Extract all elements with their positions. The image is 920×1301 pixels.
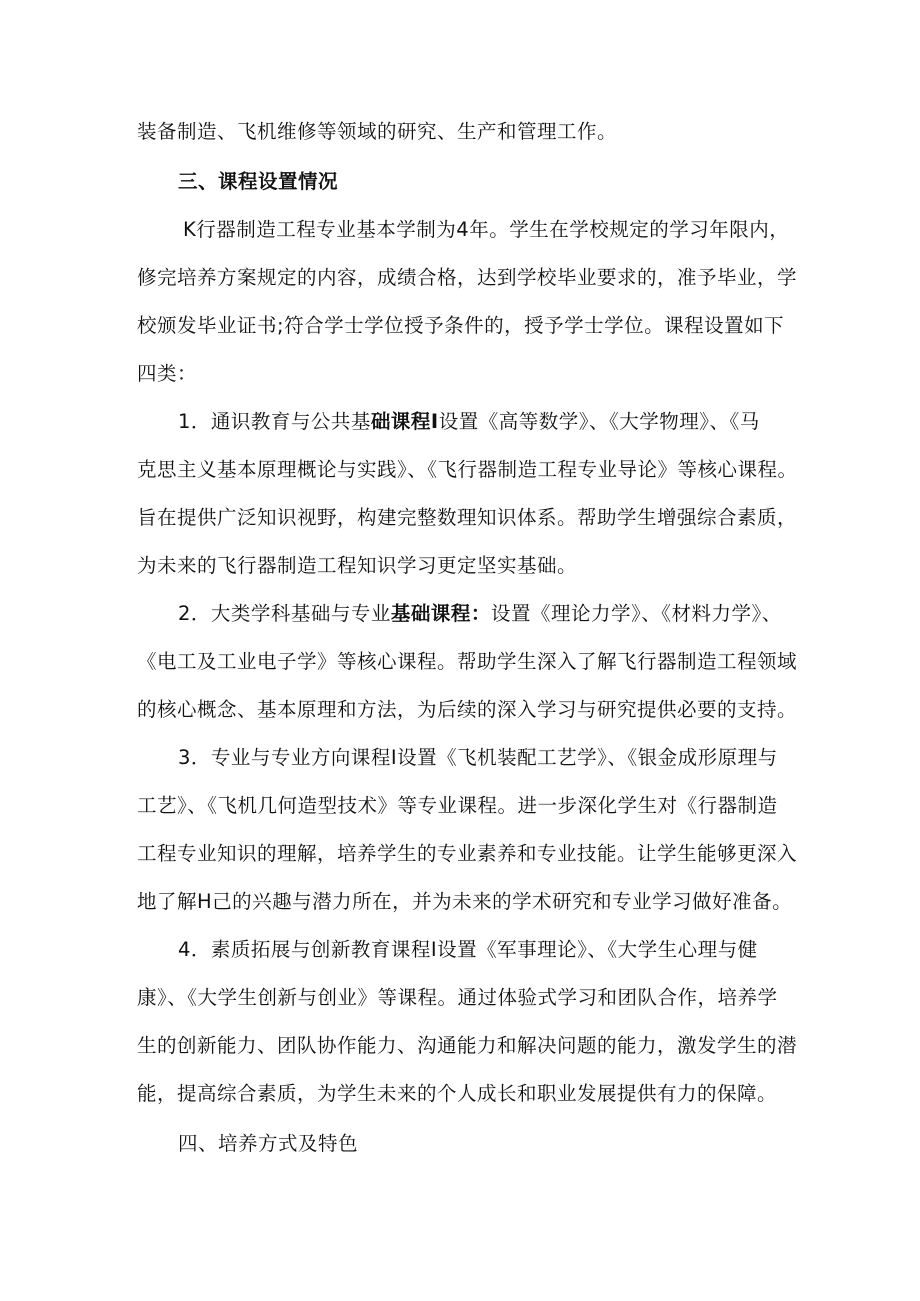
paragraph-line: 校颁发毕业证书;符合学士学位授予条件的，授予学士学位。课程设置如下 xyxy=(137,314,785,337)
section-heading-4: 四、培养方式及特色 xyxy=(178,1132,359,1155)
paragraph-line: 《电工及工业电子学》等核心课程。帮助学生深入了解飞行器制造工程领域 xyxy=(137,650,798,673)
paragraph-line: 地了解H己的兴趣与潜力所在，并为未来的学术研究和专业学习做好准备。 xyxy=(137,890,793,913)
list-item-4-line: 4．素质拓展与创新教育课程I设置《军事理论》、《大学生心理与健 xyxy=(178,938,758,961)
paragraph-line: 为未来的飞行器制造工程知识学习更定坚实基础。 xyxy=(137,554,578,577)
paragraph-line: K行器制造工程专业基本学制为4年。学生在学校规定的学习年限内， xyxy=(183,218,790,241)
list-item-2-text: 2．大类学科基础与专业 xyxy=(178,602,391,625)
list-item-2-text: 设置《理论力学》、《材料力学》、 xyxy=(490,602,782,625)
paragraph-line: 工艺》、《飞机几何造型技术》等专业课程。进一步深化学生对《行器制造 xyxy=(137,794,778,817)
list-item-2-bold: 基础课程： xyxy=(390,602,491,625)
paragraph-line: 能，提高综合素质，为学生未来的个人成长和职业发展提供有力的保障。 xyxy=(137,1082,778,1105)
section-heading-3: 三、课程设置情况 xyxy=(178,170,339,193)
list-item-1-text: 1．通识教育与公共基 xyxy=(178,410,371,433)
paragraph-line: 克思主义基本原理概论与实践》、《飞行器制造工程专业导论》等核心课程。 xyxy=(137,458,798,481)
list-item-2-line xyxy=(178,602,782,626)
paragraph-line: 四类： xyxy=(137,362,198,385)
list-item-3-line: 3．专业与专业方向课程I设置《飞机装配工艺学》、《银金成形原理与 xyxy=(178,746,778,769)
paragraph-line: 的核心概念、基本原理和方法，为后续的深入学习与研究提供必要的支持。 xyxy=(137,698,798,721)
paragraph-line: 工程专业知识的理解，培养学生的专业素养和专业技能。让学生能够更深入 xyxy=(137,842,798,865)
paragraph-line: 装备制造、飞机维修等领域的研究、生产和管理工作。 xyxy=(137,120,618,143)
list-item-1-line xyxy=(178,410,760,434)
list-item-1-bold: 础课程I xyxy=(370,410,439,433)
list-item-1-text: 设置《高等数学》、《大学物理》、《马 xyxy=(438,410,760,433)
paragraph-line: 康》、《大学生创新与创业》等课程。通过体验式学习和团队合作，培养学 xyxy=(137,986,778,1009)
paragraph-line: 修完培养方案规定的内容，成绩合格，达到学校毕业要求的，准予毕业，学 xyxy=(137,266,798,289)
paragraph-line: 旨在提供广泛知识视野，构建完整数理知识体系。帮助学生增强综合素质， xyxy=(137,506,798,529)
paragraph-line: 生的创新能力、团队协作能力、沟通能力和解决问题的能力，激发学生的潜 xyxy=(137,1034,798,1057)
